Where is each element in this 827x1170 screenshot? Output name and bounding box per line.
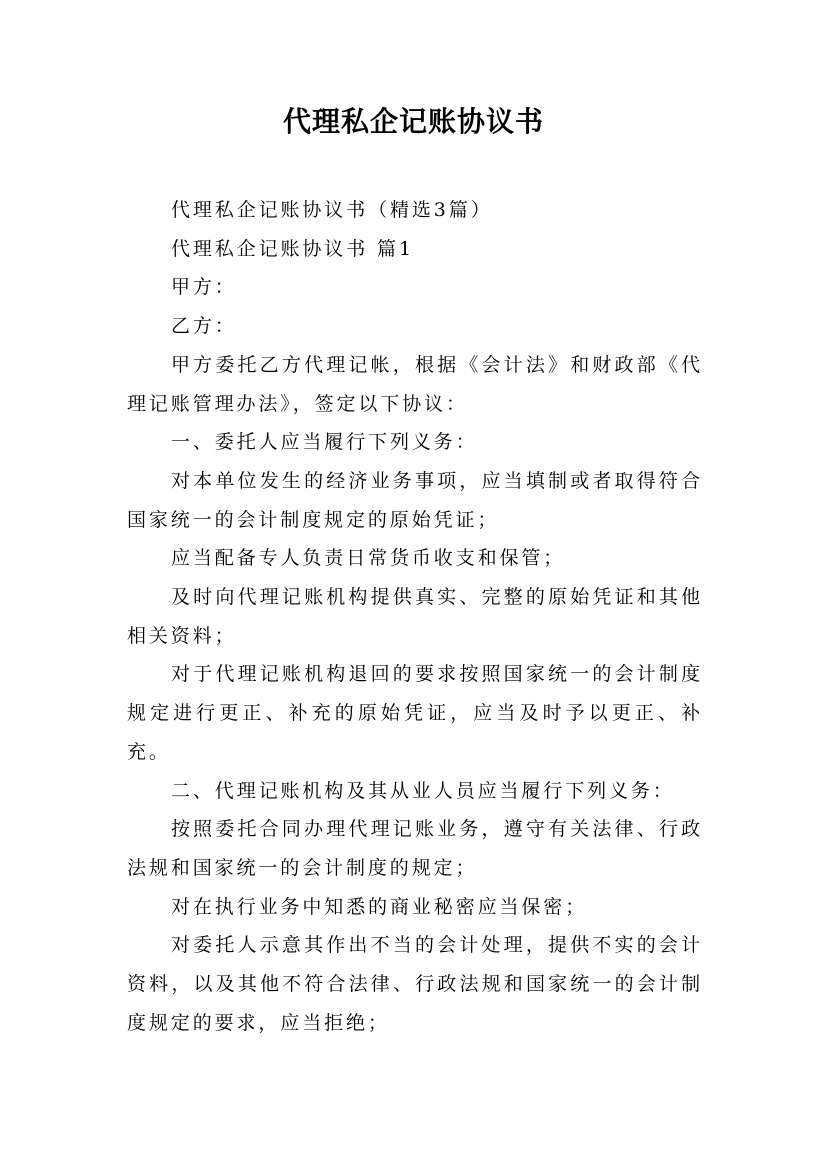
paragraph-agency-duty-2: 对在执行业务中知悉的商业秘密应当保密； <box>171 895 588 918</box>
paragraph-preamble: 甲方委托乙方代理记帐，根据《会计法》和财政部《代理记账管理办法》，签定以下协议： <box>127 353 703 415</box>
paragraph-part-heading: 代理私企记账协议书 篇1 <box>171 237 414 260</box>
document-title: 代理私企记账协议书 <box>282 105 544 138</box>
paragraph-client-duty-4: 对于代理记账机构退回的要求按照国家统一的会计制度规定进行更正、补充的原始凭证，应当及时予以更正、补充。 <box>127 663 703 763</box>
section-heading-agency-duties: 二、代理记账机构及其从业人员应当履行下列义务： <box>171 779 675 802</box>
paragraph-agency-duty-3: 对委托人示意其作出不当的会计处理，提供不实的会计资料，以及其他不符合法律、行政法规和国家统一的会计制度规定的要求，应当拒绝； <box>127 934 703 1034</box>
paragraph-client-duty-1: 对本单位发生的经济业务事项，应当填制或者取得符合国家统一的会计制度规定的原始凭证； <box>127 469 703 531</box>
paragraph-intro: 代理私企记账协议书（精选3篇） <box>171 199 493 221</box>
paragraph-party-b: 乙方： <box>171 315 237 338</box>
paragraph-agency-duty-1: 按照委托合同办理代理记账业务，遵守有关法律、行政法规和国家统一的会计制度的规定； <box>127 818 703 879</box>
paragraph-client-duty-3: 及时向代理记账机构提供真实、完整的原始凭证和其他相关资料； <box>127 586 703 647</box>
paragraph-party-a: 甲方： <box>171 276 237 299</box>
document-body <box>127 191 703 1042</box>
paragraph-client-duty-2: 应当配备专人负责日常货币收支和保管； <box>171 547 566 570</box>
section-heading-client-duties: 一、委托人应当履行下列义务： <box>171 431 478 454</box>
